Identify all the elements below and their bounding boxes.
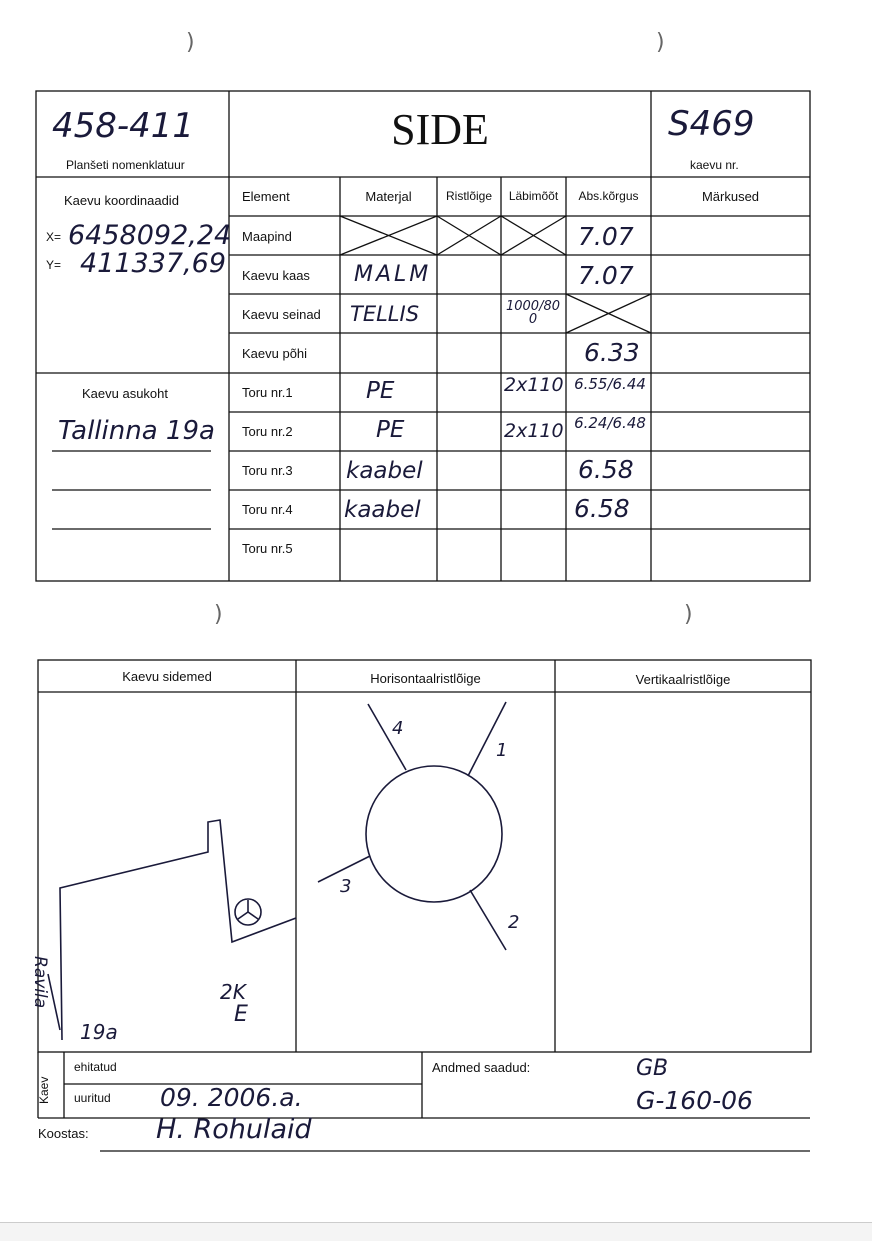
row-abs-korgus: 7.07 [578, 222, 634, 251]
data-received-label: Andmed saadud: [432, 1060, 531, 1075]
site-plan-sketch [38, 694, 296, 1052]
row-abs-korgus: 6.24/6.48 [574, 414, 646, 432]
data-received-value-1: GB [636, 1056, 669, 1081]
row-materjal: TELLIS [350, 302, 420, 326]
header-labimoot: Läbimõõt [508, 189, 559, 203]
data-received-value-2: G-160-06 [636, 1086, 753, 1115]
well-side-label: Kaev [37, 1076, 51, 1104]
x-coordinate: 6458092,24 [68, 220, 232, 251]
form-grid [0, 0, 872, 600]
row-materjal: PE [376, 417, 405, 443]
row-element: Toru nr.5 [242, 541, 293, 556]
surveyed-label: uuritud [74, 1091, 111, 1105]
header-materjal: Materjal [365, 189, 412, 204]
row-labimoot: 1000/800 [505, 299, 560, 327]
row-abs-korgus: 6.33 [584, 338, 640, 367]
author-label: Koostas: [38, 1126, 89, 1141]
row-materjal: PE [366, 378, 395, 404]
pipe-label-4: 4 [392, 718, 404, 739]
form-title: SIDE [391, 105, 489, 154]
sketch-header-vertical: Vertikaalristlõige [635, 672, 731, 687]
row-materjal: kaabel [344, 497, 421, 523]
row-materjal: MALM [354, 262, 432, 287]
punch-hole-mark: ) [656, 30, 665, 55]
surveyed-value: 09. 2006.a. [160, 1083, 303, 1112]
house-floors: 2K [220, 980, 246, 1004]
row-abs-korgus: 6.58 [574, 494, 630, 523]
row-element: Toru nr.4 [242, 502, 293, 517]
row-abs-korgus: 6.55/6.44 [574, 375, 646, 393]
header-markused: Märkused [701, 189, 760, 204]
row-element: Kaevu põhi [242, 346, 308, 361]
row-element: Toru nr.3 [242, 463, 293, 478]
row-element: Kaevu seinad [242, 307, 321, 322]
author-value: H. Rohulaid [156, 1114, 312, 1145]
punch-hole-mark: ) [684, 602, 693, 627]
row-labimoot: 2x110 [504, 374, 564, 396]
page-bottom-edge [0, 1222, 872, 1241]
row-element: Kaevu kaas [242, 268, 310, 283]
row-abs-korgus: 7.07 [578, 261, 634, 290]
pipe-label-3: 3 [340, 876, 352, 897]
row-element: Maapind [242, 229, 292, 244]
row-abs-korgus: 6.58 [578, 455, 634, 484]
built-label: ehitatud [74, 1060, 117, 1074]
coordinates-label: Kaevu koordinaadid [64, 193, 179, 208]
sketch-header-horizontal: Horisontaalristlõige [370, 671, 481, 686]
street-label: Ravila [30, 956, 50, 1009]
well-number-value: S469 [668, 104, 755, 144]
horizontal-section-drawing [296, 694, 555, 1052]
row-element: Toru nr.2 [242, 424, 293, 439]
row-labimoot: 2x110 [504, 420, 564, 442]
location-label: Kaevu asukoht [82, 386, 169, 401]
row-element: Toru nr.1 [242, 385, 293, 400]
location-value: Tallinna 19a [58, 416, 215, 446]
y-coordinate: 411337,69 [80, 248, 227, 279]
header-abs-korgus: Abs.kõrgus [578, 189, 639, 203]
header-element: Element [242, 189, 290, 204]
punch-hole-mark: ) [214, 602, 223, 627]
header-ristloige: Ristlõige [445, 189, 493, 203]
house-letter: E [234, 1002, 248, 1027]
well-number-label: kaevu nr. [690, 158, 739, 172]
sketch-header-links: Kaevu sidemed [122, 669, 212, 684]
house-number: 19a [80, 1020, 118, 1044]
x-prefix: X= [46, 230, 62, 244]
plansheet-value: 458-411 [52, 106, 195, 146]
plansheet-label: Planšeti nomenklatuur [66, 158, 185, 172]
punch-hole-mark: ) [186, 30, 195, 55]
y-prefix: Y= [46, 258, 62, 272]
row-materjal: kaabel [346, 458, 423, 484]
pipe-label-2: 2 [508, 912, 520, 933]
pipe-label-1: 1 [496, 740, 508, 761]
